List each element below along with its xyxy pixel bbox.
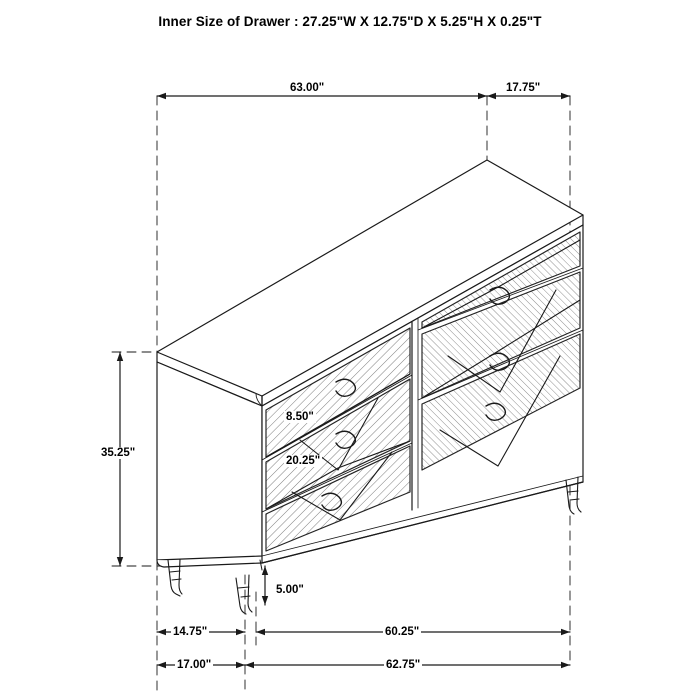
side-depth-upper-label: 14.75" (173, 626, 208, 638)
front-width-upper-label: 60.25" (385, 626, 420, 638)
top-width-label: 63.00" (290, 82, 325, 94)
side-depth-lower-label: 17.00" (177, 659, 212, 671)
drawer-height-label: 8.50" (286, 411, 314, 423)
top-depth-label: 17.75" (506, 82, 541, 94)
leg-height-label: 5.00" (276, 584, 304, 596)
overall-height-label: 35.25" (101, 447, 136, 459)
front-width-lower-label: 62.75" (386, 659, 421, 671)
drawer-width-label: 20.25" (286, 455, 321, 467)
page-title: Inner Size of Drawer : 27.25"W X 12.75"D X 5.25"H X 0.25"T (158, 14, 542, 29)
